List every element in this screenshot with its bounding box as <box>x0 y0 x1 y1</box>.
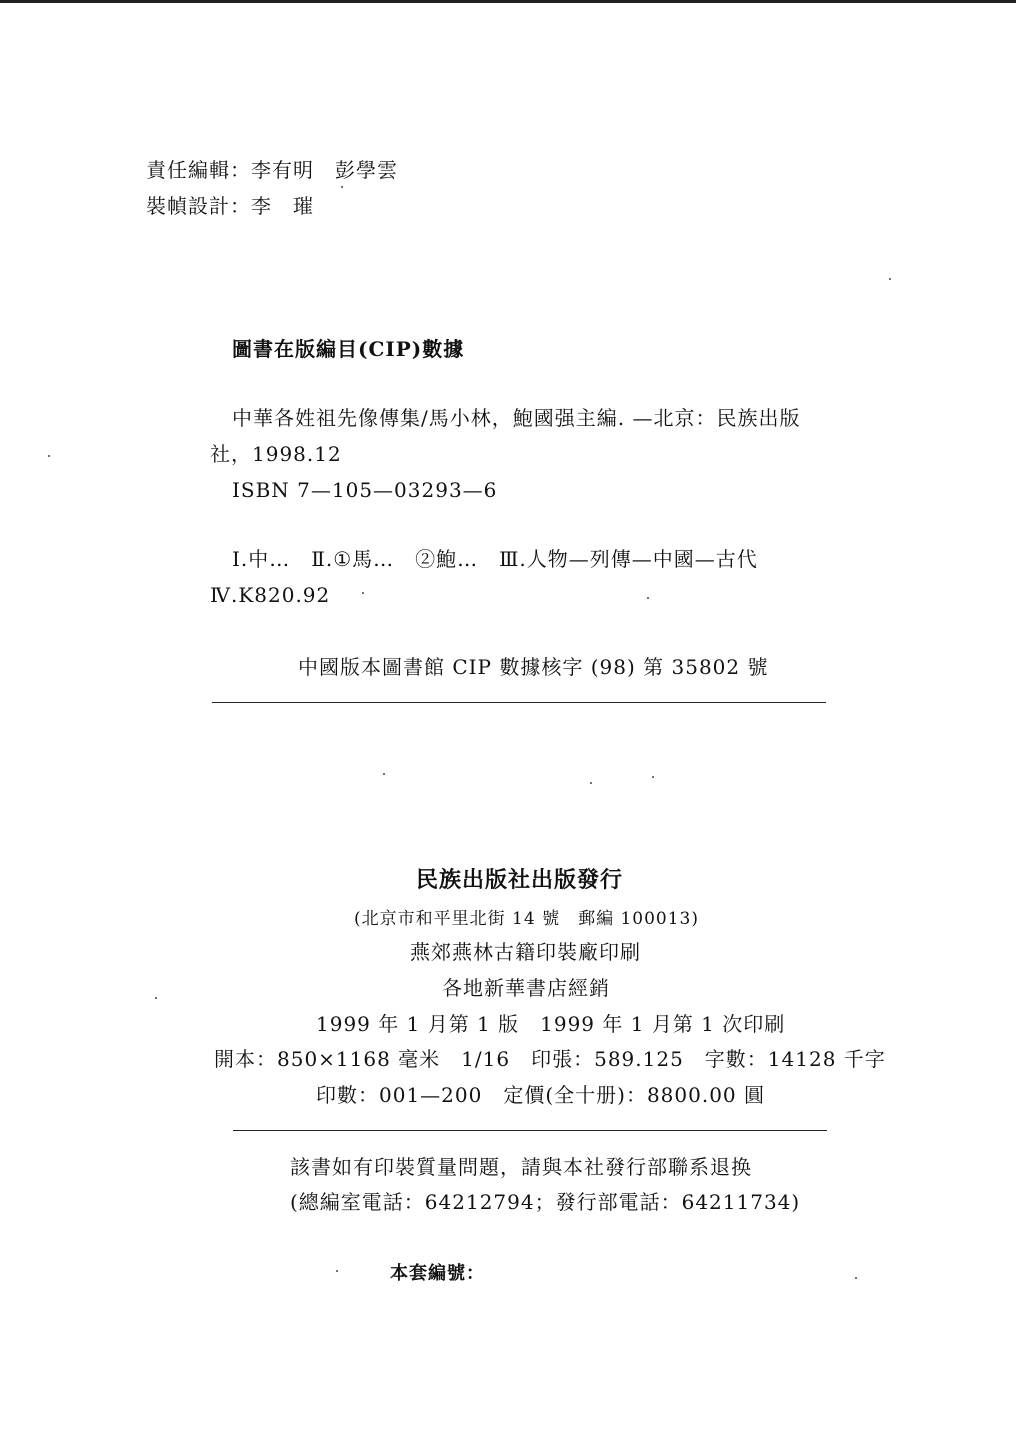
distributor-line: 各地新華書店經銷 <box>442 976 610 1000</box>
page-top-edge <box>0 0 1016 3</box>
set-number-label: 本套編號： <box>390 1263 485 1284</box>
scan-speck <box>336 1270 338 1272</box>
cip-divider <box>212 702 826 703</box>
publisher-address: (北京市和平里北街 14 號 郵編 100013) <box>354 909 700 929</box>
format-specs: 開本：850×1168 毫米 1/16 印張：589.125 字數：14128 千字 <box>214 1047 886 1071</box>
edition-line: 1999 年 1 月第 1 版 1999 年 1 月第 1 次印刷 <box>316 1012 786 1036</box>
scan-speck <box>341 186 343 188</box>
quality-notice: 該書如有印裝質量問題，請與本社發行部聯系退换 <box>290 1155 752 1179</box>
cip-classification: Ⅳ.K820.92 <box>210 583 331 607</box>
cip-entry-line2: 社，1998.12 <box>210 442 342 466</box>
scan-speck <box>889 278 891 280</box>
scan-speck <box>48 455 50 457</box>
scan-speck <box>155 997 157 999</box>
cip-subjects: Ⅰ.中… Ⅱ.①馬… ②鮑… Ⅲ.人物—列傳—中國—古代 <box>232 547 758 571</box>
printer-line: 燕郊燕林古籍印裝廠印刷 <box>410 940 641 964</box>
print-run-price: 印數：001—200 定價(全十册)：8800.00 圓 <box>316 1083 766 1107</box>
cip-entry-line1: 中華各姓祖先像傳集/馬小林，鮑國强主編. —北京：民族出版 <box>232 406 801 430</box>
scan-speck <box>652 776 654 778</box>
scan-speck <box>855 1277 857 1279</box>
scan-speck <box>362 592 364 594</box>
editor-credit: 責任編輯：李有明 彭學雲 <box>146 158 398 182</box>
scan-speck <box>590 782 592 784</box>
publication-divider <box>233 1130 827 1131</box>
cip-approval-number: 中國版本圖書館 CIP 數據核字 (98) 第 35802 號 <box>298 655 769 679</box>
cip-isbn: ISBN 7—105—03293—6 <box>232 478 498 502</box>
cip-heading: 圖書在版編目(CIP)數據 <box>232 337 465 361</box>
scan-speck <box>383 773 385 775</box>
publisher-name: 民族出版社出版發行 <box>416 867 624 893</box>
designer-credit: 裝幀設計：李 璀 <box>146 194 314 218</box>
contact-phones: (總編室電話：64212794；發行部電話：64211734) <box>290 1190 801 1214</box>
scan-speck <box>647 597 649 599</box>
